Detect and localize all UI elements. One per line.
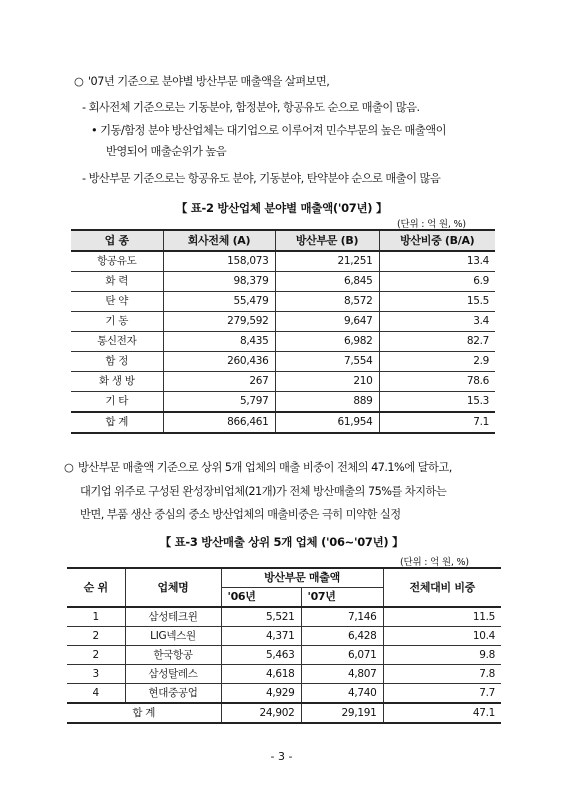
table-row [71,251,495,272]
table3-cell: 4,807 [301,665,383,684]
table2-cell: 7.1 [379,412,495,433]
table3-cell: 5,521 [221,607,301,627]
table2-header-company-total: 회사전체 (A) [163,230,275,251]
table2-cell: 8,572 [275,292,379,312]
table3-cell: 6,428 [301,627,383,646]
table-row [71,312,495,332]
table2-cell: 158,073 [163,251,275,272]
table3-cell: LIG넥스원 [125,627,221,646]
table3-header-rank: 순 위 [67,568,125,607]
table3-header-share: 전체대비 비중 [383,568,501,607]
table3-cell: 4,371 [221,627,301,646]
table2-cell: 3.4 [379,312,495,332]
table3-cell: 2 [67,627,125,646]
table2-cell: 15.5 [379,292,495,312]
table2-cell: 2.9 [379,352,495,372]
table2-cell: 화 생 방 [71,372,163,392]
table-row [71,392,495,413]
table2-cell: 55,479 [163,292,275,312]
table3-cell: 11.5 [383,607,501,627]
table3-cell: 9.8 [383,646,501,665]
table2-cell: 267 [163,372,275,392]
table2-total-row [71,412,495,433]
table2-cell: 6.9 [379,272,495,292]
table3-cell: 삼성탈레스 [125,665,221,684]
table2 [71,229,495,434]
table2-cell: 98,379 [163,272,275,292]
table-row [71,352,495,372]
section1-intro: ○ '07년 기준으로 분야별 방산부문 매출액을 살펴보면, [74,75,330,88]
table3-cell: 2 [67,646,125,665]
table2-cell: 889 [275,392,379,413]
table3-header-company: 업체명 [125,568,221,607]
table-row [67,665,501,684]
table3-total-row [67,703,501,723]
table3-cell: 29,191 [301,703,383,723]
table-row [67,646,501,665]
table-row [67,627,501,646]
table3-cell: 47.1 [383,703,501,723]
table3-cell: 10.4 [383,627,501,646]
table3-header-row [67,568,501,588]
table2-cell: 279,592 [163,312,275,332]
table3-cell: 7,146 [301,607,383,627]
table2-cell: 6,982 [275,332,379,352]
table2-cell: 합 계 [71,412,163,433]
table3-cell: 4,618 [221,665,301,684]
section1-dot1-line1: • 기동/함정 분야 방산업체는 대기업으로 이루어져 민수부문의 높은 매출액이 [91,124,446,137]
table2-cell: 7,554 [275,352,379,372]
table2-cell: 866,461 [163,412,275,433]
table3-cell: 3 [67,665,125,684]
section2-line1: ○ 방산부문 매출액 기준으로 상위 5개 업체의 매출 비중이 전체의 47.1%에 달하고, [64,461,452,474]
section1-dash2: - 방산부문 기준으로는 항공유도 분야, 기동분야, 탄약분야 순으로 매출이 많음 [82,172,441,185]
table2-cell: 탄 약 [71,292,163,312]
circle-bullet-icon: ○ [74,75,84,88]
table2-cell: 5,797 [163,392,275,413]
table2-header-defense: 방산부문 (B) [275,230,379,251]
table3-cell: 4,740 [301,684,383,704]
section2-line2: 대기업 위주로 구성된 완성장비업체(21개)가 전체 방산매출의 75%를 차지하는 [80,485,447,498]
table2-cell: 6,845 [275,272,379,292]
table2-cell: 화 력 [71,272,163,292]
table2-cell: 함 정 [71,352,163,372]
table3-cell: 4 [67,684,125,704]
table3-caption: 【 표-3 방산매출 상위 5개 업체 ('06~'07년) 】 [159,535,404,549]
section2-line3: 반면, 부품 생산 중심의 중소 방산업체의 매출비중은 극히 미약한 실정 [80,508,401,521]
section1-dash1: - 회사전체 기준으로는 기동분야, 함정분야, 항공유도 순으로 매출이 많음. [82,101,420,114]
table3-cell: 24,902 [221,703,301,723]
table-row [71,332,495,352]
table2-cell: 13.4 [379,251,495,272]
table3 [67,567,501,724]
table2-cell: 기 동 [71,312,163,332]
table2-cell: 78.6 [379,372,495,392]
table2-cell: 8,435 [163,332,275,352]
table2-cell: 21,251 [275,251,379,272]
table3-cell: 6,071 [301,646,383,665]
table3-header-year07: '07년 [301,588,383,608]
table2-cell: 항공유도 [71,251,163,272]
table3-unit: (단위 : 억 원, %) [400,557,469,568]
page-number: - 3 - [270,750,293,763]
table3-header-year06: '06년 [221,588,301,608]
table-row [71,272,495,292]
table2-cell: 61,954 [275,412,379,433]
table2-cell: 9,647 [275,312,379,332]
table2-cell: 통신전자 [71,332,163,352]
table-row [71,372,495,392]
table2-header-category: 업 종 [71,230,163,251]
table2-header-ratio: 방산비중 (B/A) [379,230,495,251]
table2-cell: 82.7 [379,332,495,352]
table-row [67,607,501,627]
table3-cell: 삼성테크윈 [125,607,221,627]
table3-cell: 7.7 [383,684,501,704]
table-row [67,684,501,704]
table3-header-sales: 방산부문 매출액 [221,568,383,588]
table3-cell: 현대중공업 [125,684,221,704]
table2-cell: 210 [275,372,379,392]
table2-cell: 15.3 [379,392,495,413]
table2-header-row [71,230,495,251]
table3-cell: 4,929 [221,684,301,704]
table-row [71,292,495,312]
section1-dot1-line2: 반영되어 매출순위가 높음 [106,145,227,158]
table3-cell: 합 계 [67,703,221,723]
table2-unit: (단위 : 억 원, %) [397,219,466,230]
table2-cell: 260,436 [163,352,275,372]
table3-cell: 1 [67,607,125,627]
table2-cell: 기 타 [71,392,163,413]
table3-cell: 한국항공 [125,646,221,665]
table2-caption: 【 표-2 방산업체 분야별 매출액('07년) 】 [175,201,388,215]
table3-cell: 5,463 [221,646,301,665]
table3-cell: 7.8 [383,665,501,684]
circle-bullet-icon: ○ [64,461,74,474]
